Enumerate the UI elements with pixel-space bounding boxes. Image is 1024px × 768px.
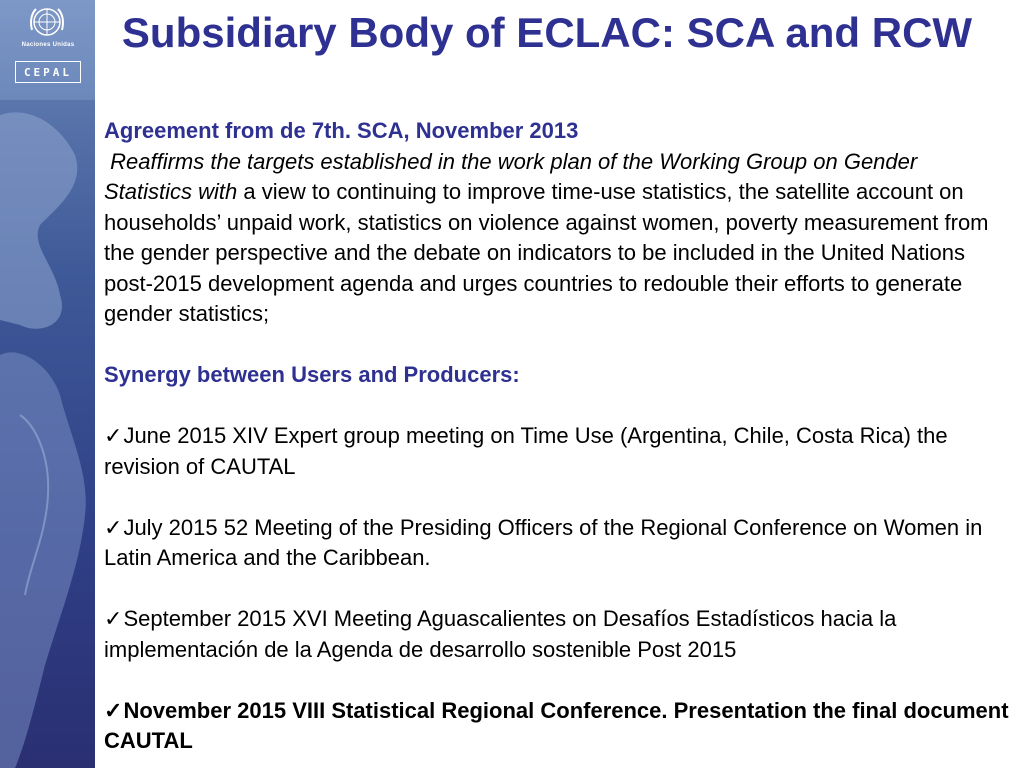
logo-area — [0, 0, 95, 100]
list-item-text: July 2015 52 Meeting of the Presiding Officers of the Regional Conference on Women in Latin America and the Caribbean. — [104, 514, 983, 570]
agreement-regular-text: a view to continuing to improve time-use statistics, the satellite account on households’ unpaid work, statistics on violence against women, poverty measurement from the gender perspective and the debate on indicators to be included in the United Nations post-2015 development agenda and urges countries to redouble their efforts to generate gender statistics; — [104, 179, 989, 326]
agreement-heading: Agreement from de 7th. SCA, November 2013 — [104, 118, 579, 143]
agreement-italic-text: Reaffirms the targets established in the work plan of the Working Group on Gender Statistics with — [104, 148, 918, 204]
list-item — [104, 696, 1009, 757]
list-item-text: November 2015 VIII Statistical Regional Conference. Presentation the final document CAUTAL — [104, 697, 1009, 753]
list-item — [104, 421, 1009, 482]
check-icon: ✓ — [104, 606, 123, 631]
sidebar-banner — [0, 0, 95, 768]
americas-map-icon — [0, 95, 95, 768]
check-icon: ✓ — [104, 423, 123, 448]
list-item — [104, 513, 1009, 574]
agreement-paragraph — [104, 147, 1009, 330]
list-item-text: June 2015 XIV Expert group meeting on Time Use (Argentina, Chile, Costa Rica) the revision of CAUTAL — [104, 423, 948, 479]
cepal-logo: CEPAL — [15, 61, 81, 83]
list-item — [104, 604, 1009, 665]
slide-body — [104, 116, 1009, 757]
un-label: Naciones Unidas — [21, 42, 75, 48]
un-emblem-icon — [27, 4, 67, 42]
list-item-text: September 2015 XVI Meeting Aguascalientes on Desafíos Estadísticos hacia la implementación de la Agenda de desarrollo sostenible Post 2015 — [104, 606, 897, 662]
synergy-heading: Synergy between Users and Producers: — [104, 362, 520, 387]
check-icon: ✓ — [104, 514, 123, 540]
check-icon: ✓ — [104, 697, 123, 723]
page-title: Subsidiary Body of ECLAC: SCA and RCW — [121, 9, 973, 56]
